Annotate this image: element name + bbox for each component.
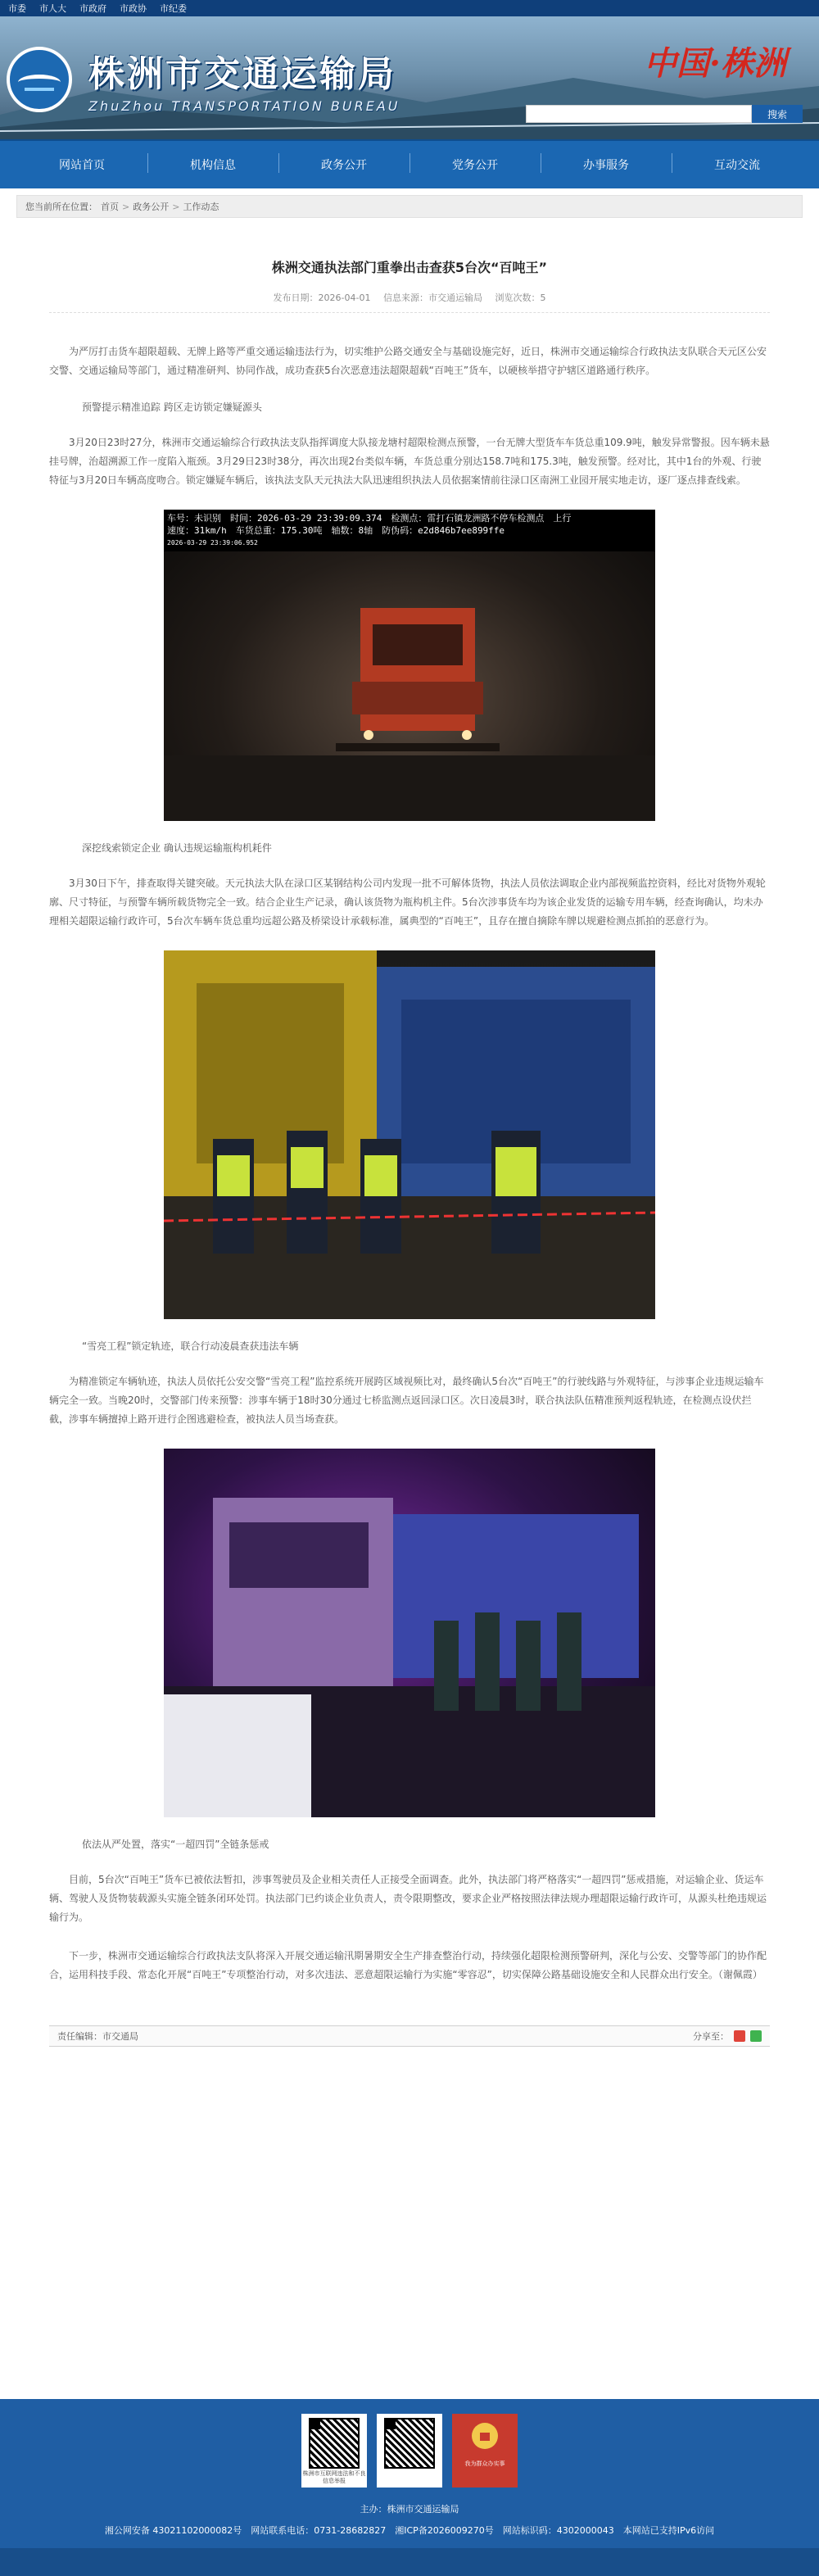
header-banner <box>0 16 819 139</box>
seizure-scene-illustration <box>164 1449 655 1817</box>
bureau-logo-icon <box>7 47 72 112</box>
nav-gov-affairs[interactable]: 政务公开 <box>278 156 410 173</box>
section-heading-1: 预警提示精准追踪 跨区走访锁定嫌疑源头 <box>82 401 262 413</box>
article-footer-bar <box>49 2025 770 2047</box>
photo-detection-snapshot <box>164 510 655 821</box>
camera-overlay <box>164 510 655 551</box>
search-bar <box>526 105 803 123</box>
weibo-share-icon[interactable] <box>734 2030 745 2042</box>
top-link-5[interactable]: 市纪委 <box>160 3 187 14</box>
info-source: 信息来源：市交通运输局 <box>382 293 482 303</box>
top-link-1[interactable]: 市委 <box>8 3 26 14</box>
search-input[interactable] <box>526 105 752 123</box>
truck-night-illustration <box>164 510 655 821</box>
footer-owner: 主办：株洲市交通运输局 <box>360 2504 459 2515</box>
breadcrumb <box>16 195 803 218</box>
nav-home[interactable]: 网站首页 <box>59 159 105 172</box>
view-count: 浏览次数：5 <box>495 293 546 303</box>
paragraph-2: 3月20日23时27分，株洲市交通运输综合行政执法支队指挥调度大队接龙塘村超限检测点预警，一台无牌大型货车车货总重109.9吨，触发异常警报。因车辆未悬挂号牌，治超溯源工作一度陷入瓶颈。3月29日23时38分，再次出现2台类似车辆，车货总重分别达158.7吨和175.3吨，触发预警。经对比，其中1台的外观、行驶特征与3月20日车辆高度吻合。锁定嫌疑车辆后，该执法支队天元执法大队迅速组织执法人员依据案情前往渌口区南洲工业园开展实地走访，逐厂逐点排查线索。 <box>49 437 770 486</box>
section-heading-3: “雪亮工程”锁定轨迹，联合行动凌晨查获违法车辆 <box>82 1340 299 1352</box>
article-title: 株洲交通执法部门重拳出击查获5台次“百吨王” <box>271 260 548 275</box>
overlay-line-3: 2026-03-29 23:39:06.952 <box>167 539 258 546</box>
top-link-4[interactable]: 市政协 <box>120 3 147 14</box>
paragraph-6: 下一步，株洲市交通运输综合行政执法支队将深入开展交通运输汛期暑期安全生产排查整治行动，持续强化超限检测预警研判，深化与公安、交警等部门的协作配合，运用科技手段、常态化开展“百吨王”专项整治行动，对多次违法、恶意超限运输行为实施“零容忍”，切实保障公路基础设施安全和人民群众出行安全。（谢佩霞） <box>49 1950 767 1980</box>
share-bar <box>693 2030 762 2043</box>
enforcement-scene-illustration <box>164 950 655 1319</box>
nav-party-affairs[interactable]: 党务公开 <box>410 156 541 173</box>
paragraph-4: 为精准锁定车辆轨迹，执法人员依托公安交警“雪亮工程”监控系统开展跨区域视频比对，最终确认5台次“百吨王”的行驶线路与外观特征，与涉事企业违规运输车辆完全一致。当晚20时，交警部门传来预警：涉事车辆于18时30分通过七桥监测点返回渌口区。次日凌晨3时，联合执法队伍精准预判返程轨迹，在检测点设伏拦截，涉事车辆擅掉上路开进行企图逃避检查，被执法人员当场查获。 <box>49 1376 764 1425</box>
top-link-3[interactable]: 市政府 <box>79 3 106 14</box>
search-button[interactable]: 搜索 <box>752 105 803 123</box>
top-links-bar <box>0 0 819 16</box>
qr-code-icon <box>309 2418 360 2469</box>
badge-caption: 我为群众办实事 <box>464 2460 505 2467</box>
overlay-line-2: 速度：31km/h 车货总重：175.30吨 轴数：8轴 防伪码：e2d846b7ee899ffe <box>167 525 505 536</box>
breadcrumb-work-news[interactable]: 工作动态 <box>183 202 219 212</box>
photo-night-seizure <box>164 1449 655 1817</box>
breadcrumb-home[interactable]: 首页 <box>101 202 119 212</box>
paragraph-3: 3月30日下午，排查取得关键突破。天元执法大队在渌口区某钢结构公司内发现一批不可解体货物，执法人员依法调取企业内部视频监控资料，经比对货物外观轮廓、尺寸特征，与预警车辆所载货物完全一致。结合企业生产记录，确认该货物为瓶构机主件。5台次涉事货车均为该企业发货的运输专用车辆，经查询确认，均未办理相关超限运输行政许可，5台次车辆车货总重均远超公路及桥梁设计承载标准，属典型的“百吨王”，且存在擅自摘除车牌以规避检测点抓拍的恶意行为。 <box>49 878 766 927</box>
qr1-caption: 株洲市互联网违法和不良信息举报 <box>302 2470 366 2484</box>
section-heading-4: 依法从严处置，落实“一超四罚”全链条惩戒 <box>82 1839 269 1850</box>
nav-org-info[interactable]: 机构信息 <box>147 156 278 173</box>
service-badge-card[interactable] <box>452 2414 518 2488</box>
breadcrumb-gov-affairs[interactable]: 政务公开 <box>133 202 170 212</box>
footer-bottom-strip <box>0 2548 819 2576</box>
breadcrumb-prefix: 您当前所在位置： <box>25 202 97 212</box>
paragraph-intro: 为严厉打击货车超限超载、无牌上路等严重交通运输违法行为，切实维护公路交通安全与基础设施完好，近日，株洲市交通运输综合行政执法支队联合天元区公安交警、交通运输局等部门，通过精准研判、协同作战，成功查获5台次恶意违法超限超载“百吨王”货车，以硬核举措守护辖区道路通行秩序。 <box>49 346 767 376</box>
nav-interaction[interactable]: 互动交流 <box>672 156 803 173</box>
qr-code-icon <box>384 2418 435 2469</box>
nav-services[interactable]: 办事服务 <box>541 156 672 173</box>
footer-registration: 湘公网安备 43021102000082号 网站联系电话：0731-28682827 湘ICP备2026009270号 网站标识码：4302000043 本网站已支持IPv6访问 <box>104 2525 715 2536</box>
wechat-qr-card[interactable] <box>377 2414 442 2488</box>
main-nav <box>0 139 819 188</box>
editor-label: 责任编辑：市交通局 <box>57 2031 138 2042</box>
city-calligraphy: 中国·株洲 <box>644 44 786 83</box>
breadcrumb-separator: > <box>172 201 180 212</box>
overlay-line-1: 车号：未识别 时间：2026-03-29 23:39:09.374 检测点：雷打石镇龙洲路不停车检测点 上行 <box>167 513 572 524</box>
paragraph-5: 目前，5台次“百吨王”货车已被依法暂扣，涉事驾驶员及企业相关责任人正接受全面调查。此外，执法部门将严格落实“一超四罚”惩戒措施，对运输企业、货运车辆、驾驶人及货物装载源头实施全链条闭环处罚。执法部门已约谈企业负责人，责令限期整改，要求企业严格按照法律法规办理超限运输行政许可，从源头杜绝违规运输行为。 <box>49 1874 767 1923</box>
share-label: 分享至： <box>693 2031 729 2042</box>
photo-enforcement-scene <box>164 950 655 1319</box>
breadcrumb-separator: > <box>122 201 130 212</box>
article-meta <box>49 291 770 313</box>
publish-date: 发布日期：2026-04-01 <box>273 293 371 303</box>
wechat-share-icon[interactable] <box>750 2030 762 2042</box>
section-heading-2: 深挖线索锁定企业 确认违规运输瓶构机耗件 <box>82 842 272 854</box>
party-emblem-icon <box>468 2418 501 2459</box>
site-subtitle: ZhuZhou TRANSPORTATION BUREAU <box>88 98 400 114</box>
report-qr-card[interactable] <box>301 2414 367 2488</box>
top-link-2[interactable]: 市人大 <box>39 3 66 14</box>
site-title: 株洲市交通运输局 <box>88 53 396 95</box>
article-body <box>0 257 819 1984</box>
